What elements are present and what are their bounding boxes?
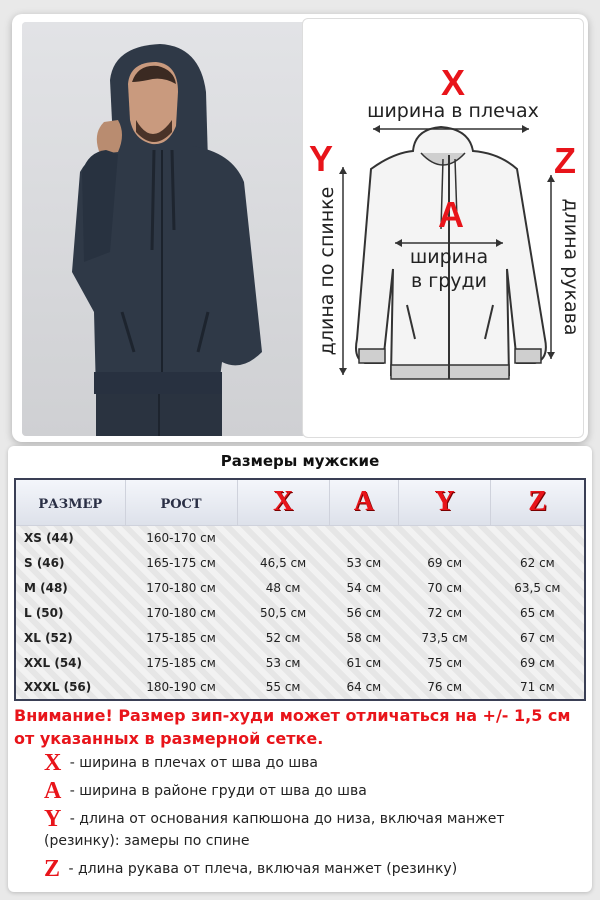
diagram-label-back: длина по спинке	[316, 186, 338, 356]
measurement-legend	[44, 752, 584, 886]
header-x: X	[237, 479, 329, 525]
hoodie-sketch	[303, 19, 584, 438]
cell-size: XXL (54)	[24, 655, 82, 670]
legend-letter-y: Y	[44, 806, 62, 832]
header-z: Z	[491, 479, 585, 525]
model-hoodie-illustration	[22, 22, 306, 436]
cell-z: 71 см	[520, 680, 555, 694]
cell-x: 50,5 см	[260, 605, 307, 620]
cell-x: 48 см	[265, 580, 301, 595]
legend-item	[44, 752, 584, 774]
cell-y: 76 см	[427, 680, 463, 694]
cell-x: 55 см	[265, 680, 301, 694]
header-y: Y	[399, 479, 491, 525]
legend-text: - длина рукава от плеча, включая манжет (резинку)	[68, 861, 458, 877]
cell-height: 180-190 см	[146, 680, 216, 694]
legend-letter-a: A	[44, 778, 62, 804]
header-a: A	[329, 479, 398, 525]
table-row	[15, 575, 585, 600]
table-header-row	[15, 479, 585, 525]
size-chart-title: Размеры мужские	[220, 452, 380, 470]
legend-item	[44, 780, 584, 802]
cell-y: 70 см	[427, 580, 463, 595]
hoodie-measurement-diagram	[302, 18, 584, 438]
table-row	[15, 650, 585, 675]
cell-y: 69 см	[427, 555, 463, 570]
legend-text: - длина от основания капюшона до низа, включая манжет (резинку): замеры по спине	[44, 811, 505, 849]
legend-letter-x: X	[44, 750, 62, 776]
model-photo	[22, 22, 306, 436]
cell-z	[491, 525, 585, 550]
header-height: РОСТ	[125, 479, 237, 525]
cell-x: 53 см	[265, 655, 301, 670]
table-row	[15, 600, 585, 625]
size-info-card	[8, 446, 592, 892]
legend-item	[44, 808, 584, 852]
cell-height: 165-175 см	[146, 555, 216, 570]
cell-a	[329, 525, 398, 550]
legend-letter-z: Z	[44, 856, 61, 882]
cell-a: 64 см	[346, 680, 382, 694]
cell-a: 54 см	[346, 580, 382, 595]
cell-x	[237, 525, 329, 550]
diagram-label-sleeve: длина рукава	[560, 198, 582, 336]
cell-height: 170-180 см	[146, 580, 216, 595]
legend-item	[44, 858, 584, 880]
cell-z: 65 см	[520, 605, 555, 620]
table-row	[15, 525, 585, 550]
header-size: РАЗМЕР	[15, 479, 125, 525]
cell-x: 52 см	[265, 630, 301, 645]
size-warning: Внимание! Размер зип-худи может отличаться на +/- 1,5 см от указанных в размерной сетке.	[14, 706, 571, 748]
cell-y	[399, 525, 491, 550]
cell-size: S (46)	[24, 555, 65, 570]
cell-a: 53 см	[346, 555, 382, 570]
legend-text: - ширина в плечах от шва до шва	[69, 755, 318, 771]
legend-text: - ширина в районе груди от шва до шва	[69, 783, 367, 799]
diagram-letter-x: X	[440, 62, 466, 103]
diagram-label-chest-1: ширина	[409, 246, 489, 268]
table-row	[15, 550, 585, 575]
table-row	[15, 625, 585, 650]
cell-y: 72 см	[427, 605, 463, 620]
cell-size: M (48)	[24, 580, 68, 595]
diagram-letter-y: Y	[308, 138, 334, 179]
table-row	[15, 675, 585, 700]
diagram-label-shoulders: ширина в плечах	[367, 100, 539, 122]
cell-size: XL (52)	[24, 630, 73, 645]
cell-height: 175-185 см	[146, 655, 216, 670]
cell-size: L (50)	[24, 605, 64, 620]
cell-height: 175-185 см	[146, 630, 216, 645]
cell-height: 160-170 см	[146, 530, 216, 545]
cell-a: 61 см	[346, 655, 382, 670]
cell-size: XS (44)	[24, 530, 74, 545]
cell-a: 56 см	[346, 605, 382, 620]
cell-y: 73,5 см	[421, 630, 468, 645]
cell-x: 46,5 см	[260, 555, 307, 570]
cell-a: 58 см	[346, 630, 382, 645]
size-table	[14, 478, 586, 701]
diagram-label-chest-2: в груди	[410, 270, 488, 292]
cell-height: 170-180 см	[146, 605, 216, 620]
diagram-letter-z: Z	[554, 140, 576, 181]
diagram-letter-a: A	[438, 194, 464, 235]
cell-z: 63,5 см	[514, 580, 561, 595]
cell-y: 75 см	[427, 655, 463, 670]
product-images-card	[12, 14, 588, 442]
cell-size: XXXL (56)	[24, 680, 92, 694]
cell-z: 67 см	[520, 630, 555, 645]
cell-z: 62 см	[520, 555, 555, 570]
cell-z: 69 см	[520, 655, 555, 670]
